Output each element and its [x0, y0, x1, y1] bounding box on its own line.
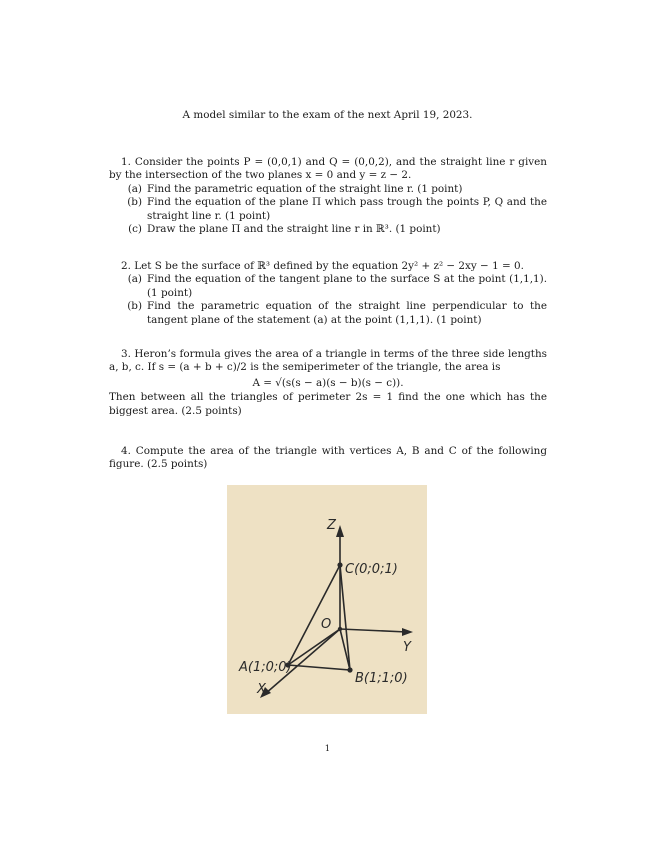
y-arrow	[402, 628, 413, 636]
origin-dot	[338, 627, 342, 631]
origin-label: O	[321, 617, 332, 632]
y-axis	[340, 629, 407, 632]
item-text: Draw the plane Π and the straight line r in ℝ³. (1 point)	[147, 223, 441, 236]
y-label: Y	[403, 640, 411, 655]
page-number: 1	[324, 744, 331, 754]
document-title: A model similar to the exam of the next April 19, 2023.	[182, 109, 473, 121]
problem-3-question: Then between all the triangles of perimeter 2s = 1 find the one which has the biggest area. (2.5 points)	[109, 391, 547, 417]
vertex-c-dot	[337, 562, 342, 567]
problem-3-statement: 3. Heron’s formula gives the area of a triangle in terms of the three side lengths a, b, c. If s = (a + b + c)/2 is the semiperimeter of the triangle, the area is	[109, 348, 547, 374]
vertex-b-dot	[347, 667, 352, 672]
problem-2-item-a	[109, 273, 547, 300]
x-label: X	[257, 682, 266, 697]
triangle-diagram	[227, 485, 427, 714]
item-label: (b)	[127, 196, 142, 209]
problem-3	[109, 348, 547, 418]
z-label: Z	[327, 518, 336, 533]
problem-2-statement: 2. Let S be the surface of ℝ³ defined by the equation 2y² + z² − 2xy − 1 = 0.	[121, 260, 524, 272]
item-label: (a)	[127, 182, 142, 195]
vertex-a-label: A(1;0;0)	[239, 660, 292, 675]
item-text: Find the parametric equation of the straight line r. (1 point)	[147, 182, 463, 195]
problem-2-item-b	[109, 300, 547, 327]
item-label: (b)	[127, 300, 142, 313]
problem-1-item-a	[109, 183, 547, 196]
vertex-c-label: C(0;0;1)	[345, 562, 398, 577]
problem-2	[109, 260, 547, 327]
problem-1-statement: 1. Consider the points P = (0,0,1) and Q = (0,0,2), and the straight line r given by the intersection of the two planes x = 0 and y = z − 2.	[109, 156, 547, 182]
item-text: Find the parametric equation of the straight line perpendicular to the tangent plane of the statement (a) at the point (1,1,1). (1 point)	[147, 300, 547, 326]
herons-formula: A = √(s(s − a)(s − b)(s − c)).	[252, 376, 404, 389]
problem-1-item-b	[109, 196, 547, 223]
vertex-b-label: B(1;1;0)	[355, 671, 408, 686]
triangle-figure	[227, 485, 427, 714]
problem-1-item-c	[109, 223, 547, 236]
problem-1	[109, 156, 547, 236]
item-label: (c)	[128, 223, 142, 236]
item-text: Find the equation of the plane Π which pass trough the points P, Q and the straight line r. (1 point)	[147, 196, 547, 222]
item-text: Find the equation of the tangent plane to the surface S at the point (1,1,1). (1 point)	[147, 273, 547, 299]
problem-4-statement: 4. Compute the area of the triangle with vertices A, B and C of the following figure. (2.5 points)	[109, 445, 547, 471]
item-label: (a)	[127, 273, 142, 286]
base-line-ax	[288, 629, 340, 665]
z-arrow	[336, 525, 344, 537]
problem-4	[109, 445, 547, 472]
